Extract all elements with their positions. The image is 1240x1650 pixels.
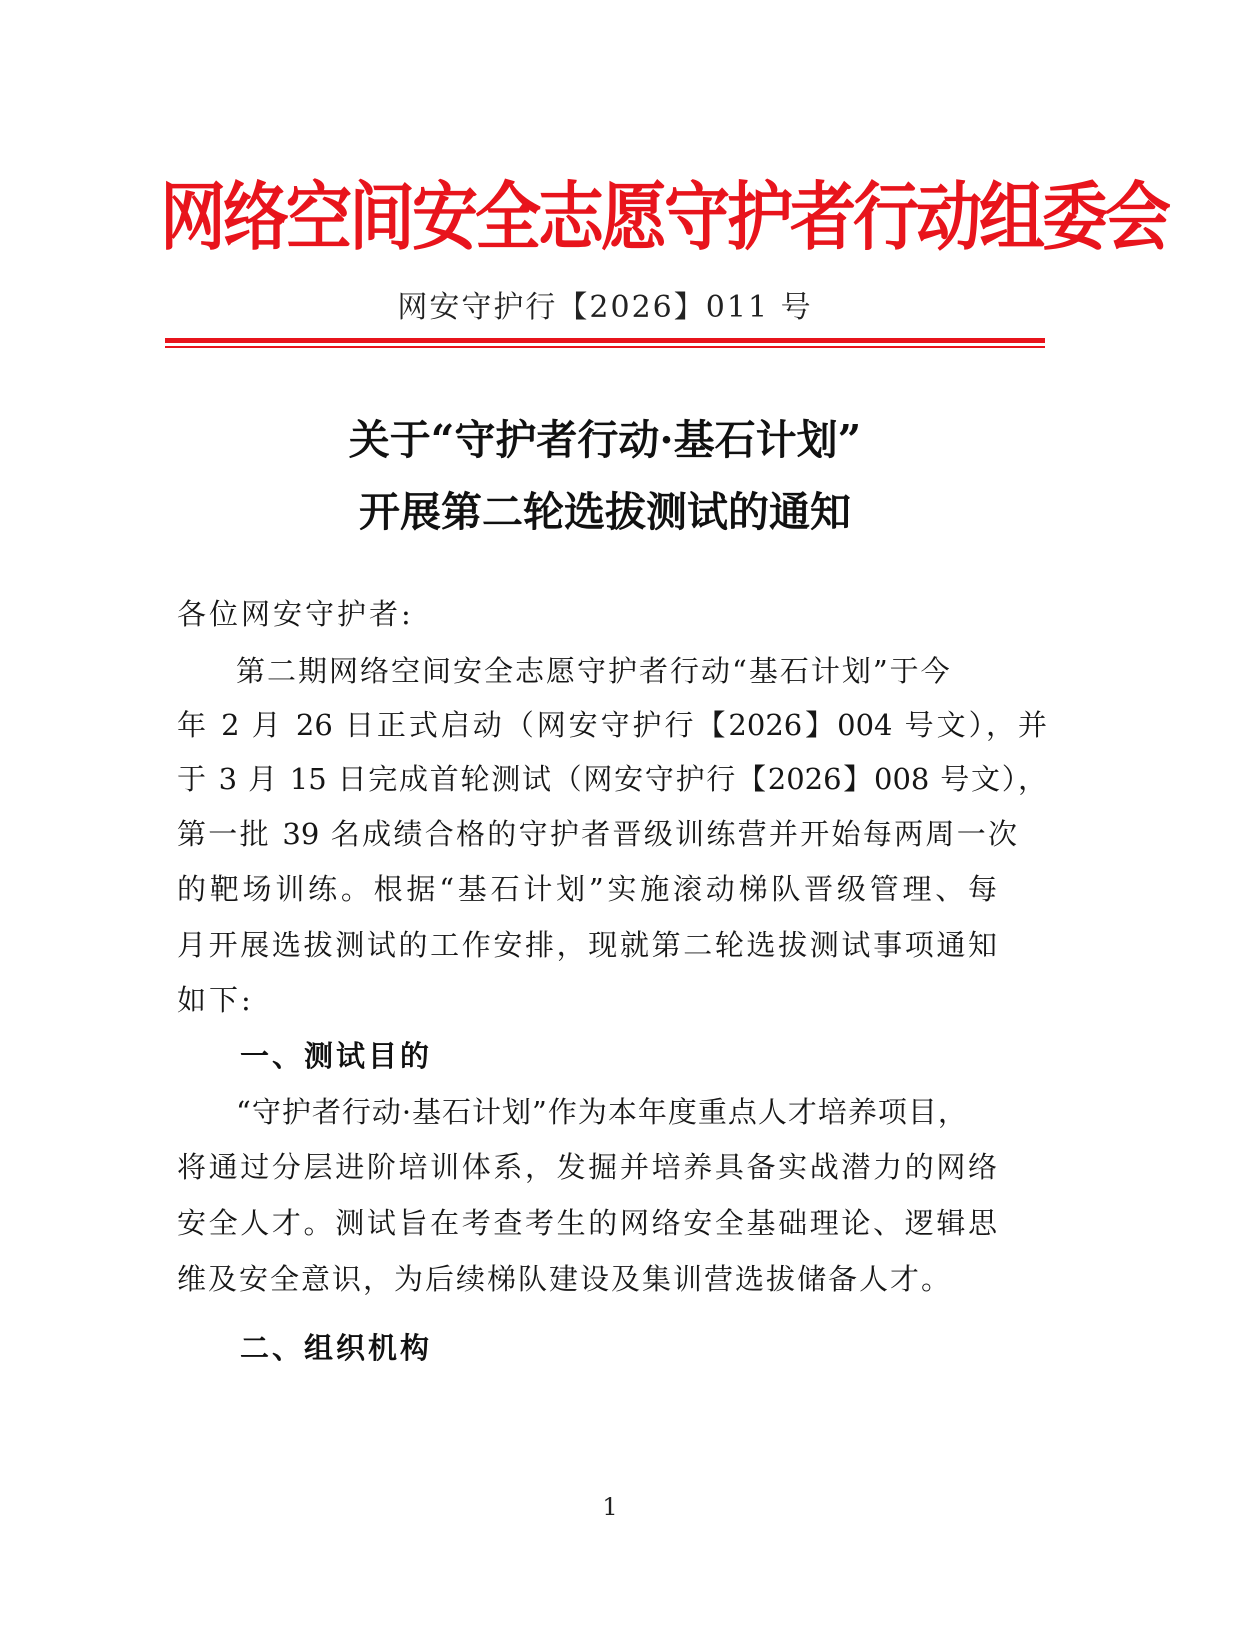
section-heading-organization: 二、组织机构 [240,1331,433,1365]
red-separator-thick [165,338,1045,343]
red-separator-thin [165,346,1045,348]
paragraph-1-line: 月开展选拔测试的工作安排，现就第二轮选拔测试事项通知 [177,928,997,962]
paragraph-1-line: 第二期网络空间安全志愿守护者行动“基石计划”于今 [236,654,952,688]
document-title-line-2: 开展第二轮选拔测试的通知 [359,488,851,536]
salutation: 各位网安守护者: [177,597,414,631]
paragraph-1-line: 如下: [177,983,254,1017]
paragraph-1-line: 于 3 月 15 日完成首轮测试（网安守护行【2026】008 号文）， [177,762,1047,796]
paragraph-2-line: 安全人才。测试旨在考查考生的网络安全基础理论、逻辑思 [177,1206,997,1240]
section-heading-test-purpose: 一、测试目的 [240,1039,433,1073]
paragraph-1-line: 第一批 39 名成绩合格的守护者晋级训练营并开始每两周一次 [177,817,1017,851]
paragraph-1-line: 的靶场训练。根据“基石计划”实施滚动梯队晋级管理、每 [177,872,997,906]
issuing-organization-header: 网络空间安全志愿守护者行动组委会 [160,174,1168,261]
document-title-line-1: 关于“守护者行动·基石计划” [348,416,862,464]
document-number: 网安守护行【2026】011 号 [397,290,813,325]
paragraph-2-line: 维及安全意识，为后续梯队建设及集训营选拔储备人才。 [177,1262,953,1296]
paragraph-1-line: 年 2 月 26 日正式启动（网安守护行【2026】004 号文），并 [177,708,1047,742]
paragraph-2-line: 将通过分层进阶培训体系，发掘并培养具备实战潜力的网络 [177,1150,997,1184]
paragraph-2-line: “守护者行动·基石计划”作为本年度重点人才培养项目， [236,1095,968,1129]
page-number: 1 [602,1493,618,1521]
